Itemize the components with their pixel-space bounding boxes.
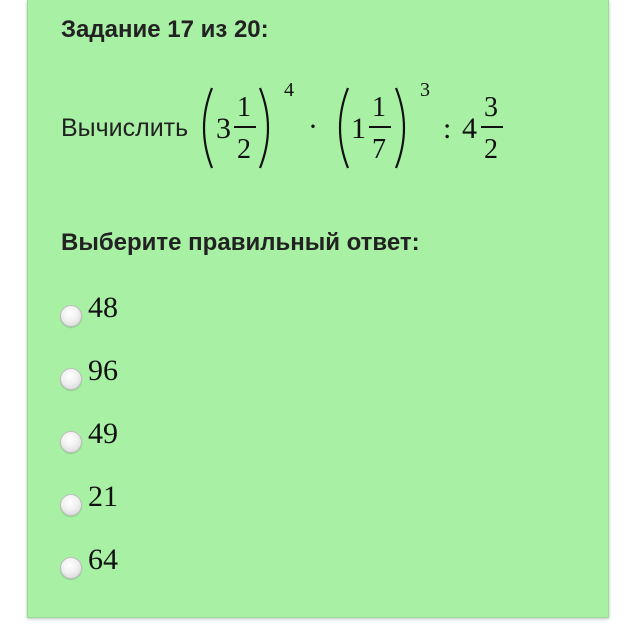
answer-label[interactable]: 21 bbox=[88, 480, 118, 513]
term2-numerator: 1 bbox=[372, 92, 387, 123]
question-prompt: Выберите правильный ответ: bbox=[61, 229, 420, 256]
term1-exponent: 4 bbox=[284, 79, 295, 101]
radio-button[interactable] bbox=[60, 494, 82, 516]
task-title: Задание 17 из 20: bbox=[61, 16, 269, 43]
answer-label[interactable]: 96 bbox=[88, 354, 118, 387]
radio-button[interactable] bbox=[60, 431, 82, 453]
radio-button[interactable] bbox=[60, 557, 82, 579]
term3-whole: 4 bbox=[462, 112, 478, 145]
left-paren bbox=[340, 88, 348, 168]
answer-options bbox=[60, 288, 360, 603]
answer-label[interactable]: 49 bbox=[88, 417, 118, 450]
multiply-dot: · bbox=[308, 110, 319, 143]
right-paren bbox=[260, 88, 268, 168]
radio-button[interactable] bbox=[60, 305, 82, 327]
answer-option[interactable] bbox=[60, 288, 360, 351]
term1-numerator: 1 bbox=[237, 92, 252, 123]
math-formula bbox=[194, 78, 534, 178]
task-card bbox=[27, 0, 609, 618]
divide-sign: : bbox=[443, 112, 452, 145]
right-paren bbox=[396, 88, 404, 168]
answer-option[interactable] bbox=[60, 540, 360, 603]
answer-option[interactable] bbox=[60, 351, 360, 414]
term2-whole: 1 bbox=[351, 112, 367, 145]
radio-button[interactable] bbox=[60, 368, 82, 390]
term2-exponent: 3 bbox=[420, 79, 431, 101]
answer-label[interactable]: 48 bbox=[88, 291, 118, 324]
left-paren bbox=[204, 88, 212, 168]
task-statement bbox=[61, 78, 534, 178]
term3-numerator: 3 bbox=[484, 92, 499, 123]
term3-denominator: 2 bbox=[484, 134, 499, 165]
term1-denominator: 2 bbox=[237, 134, 252, 165]
answer-option[interactable] bbox=[60, 414, 360, 477]
term2-denominator: 7 bbox=[372, 134, 387, 165]
term1-whole: 3 bbox=[216, 112, 232, 145]
task-label: Вычислить bbox=[61, 113, 189, 142]
answer-label[interactable]: 64 bbox=[88, 543, 118, 576]
answer-option[interactable] bbox=[60, 477, 360, 540]
